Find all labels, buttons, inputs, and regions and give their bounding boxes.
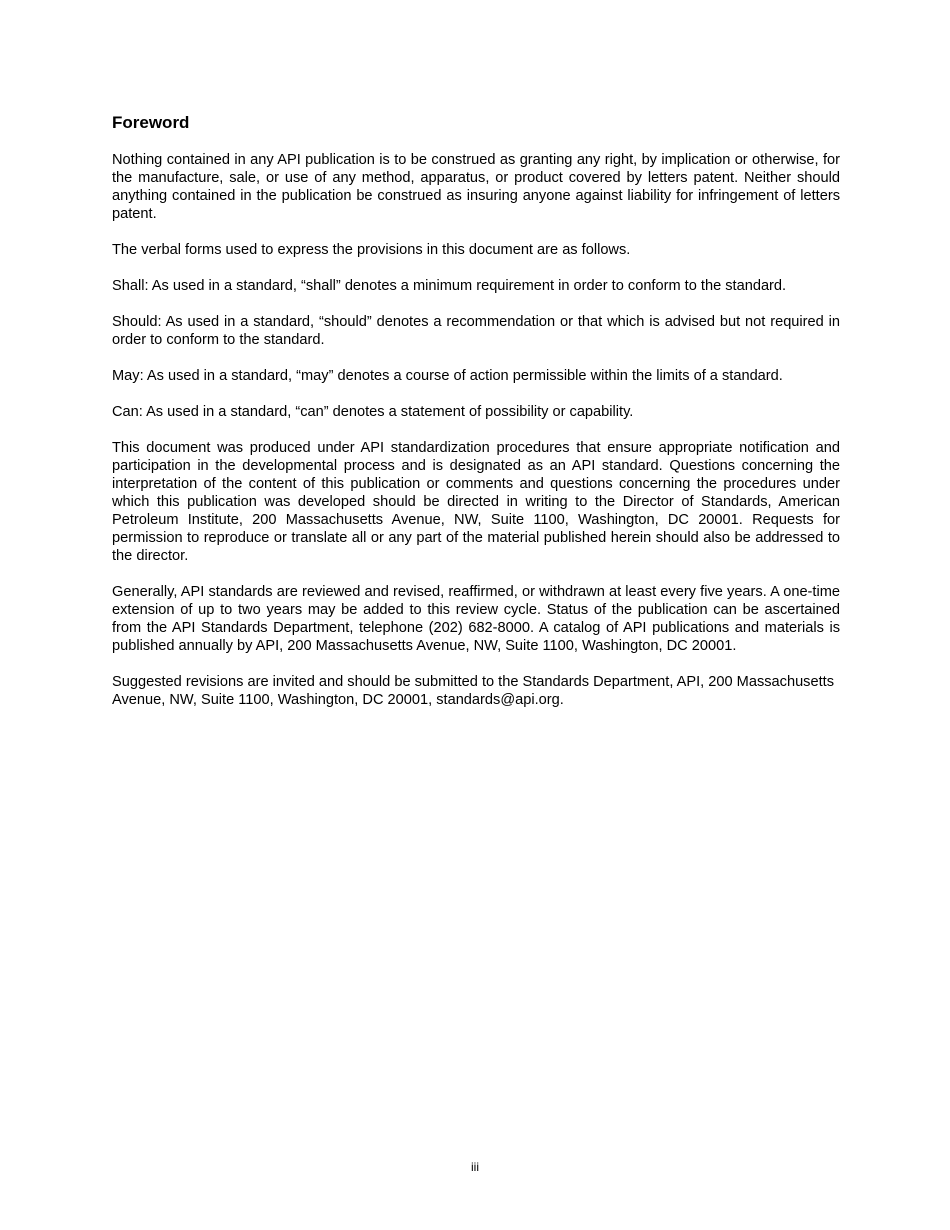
paragraph-verbal-forms-intro: The verbal forms used to express the provisions in this document are as follows. [112, 242, 631, 258]
paragraph-may-definition: May: As used in a standard, “may” denotes a course of action permissible within the limits of a standard. [112, 368, 783, 384]
page-number: iii [471, 1160, 479, 1174]
paragraph-review-cycle: Generally, API standards are reviewed and revised, reaffirmed, or withdrawn at least every five years. A one-time extension of up to two years may be added to this review cycle. Status of the publication can be ascertained from the API Standards Department, telephone (202) 682-8000. A catalog of API publications and materials is published annually by API, 200 Massachusetts Avenue, NW, Suite 1100, Washington, DC 20001. [112, 584, 840, 654]
paragraph-suggested-revisions: Suggested revisions are invited and should be submitted to the Standards Department, API, 200 Massachusetts Avenue, NW, Suite 1100, Washington, DC 20001, standards@api.org. [112, 674, 835, 708]
paragraph-can-definition: Can: As used in a standard, “can” denotes a statement of possibility or capability. [112, 404, 634, 420]
page-title: Foreword [112, 113, 190, 132]
paragraph-shall-definition: Shall: As used in a standard, “shall” denotes a minimum requirement in order to conform to the standard. [112, 278, 787, 294]
paragraph-standardization-procedures: This document was produced under API standardization procedures that ensure appropriate notification and participation in the developmental process and is designated as an API standard. Questions concerning the interpretation of the content of this publication or comments and questions concerning the procedures under which this publication was developed should be directed in writing to the Director of Standards, American Petroleum Institute, 200 Massachusetts Avenue, NW, Suite 1100, Washington, DC 20001. Requests for permission to reproduce or translate all or any part of the material published herein should also be addressed to the director. [112, 440, 840, 564]
paragraph-patent-disclaimer: Nothing contained in any API publication is to be construed as granting any right, by implication or otherwise, for the manufacture, sale, or use of any method, apparatus, or product covered by letters patent. Neither should anything contained in the publication be construed as insuring anyone against liability for infringement of letters patent. [112, 152, 840, 222]
document-body [112, 112, 840, 727]
paragraph-should-definition: Should: As used in a standard, “should” denotes a recommendation or that which is advised but not required in order to conform to the standard. [112, 314, 840, 348]
